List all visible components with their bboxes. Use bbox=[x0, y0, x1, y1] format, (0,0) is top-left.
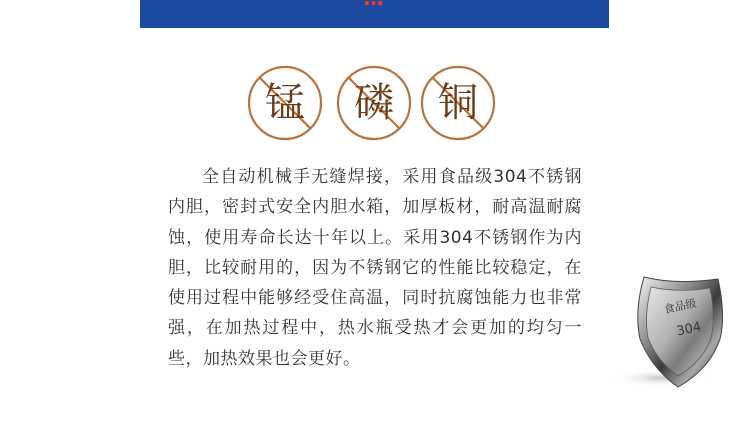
badge-char-manganese: 锰 bbox=[265, 80, 305, 126]
badge-copper bbox=[418, 63, 498, 143]
shield-label-304: 304 bbox=[675, 319, 703, 340]
badge-char-copper: 铜 bbox=[438, 80, 478, 126]
badge-char-phosphorus: 磷 bbox=[354, 80, 394, 126]
steel-shield-icon bbox=[606, 275, 741, 390]
badge-row bbox=[0, 0, 750, 150]
badge-phosphorus bbox=[334, 63, 414, 143]
shield-label-grade: 食品级 bbox=[662, 296, 698, 317]
description-paragraph: 全自动机械手无缝焊接，采用食品级304不锈钢内胆，密封式安全内胆水箱，加厚板材，耐高温耐腐蚀，使用寿命长达十年以上。采用304不锈钢作为内胆，比较耐用的，因为不锈钢它的性能比较稳定，在使用过程中能够经受住高温，同时抗腐蚀能力也非常强，在加热过程中，热水瓶受热才会更加的均匀一些，加热效果也会更好。 bbox=[168, 167, 582, 369]
badge-manganese bbox=[245, 63, 325, 143]
